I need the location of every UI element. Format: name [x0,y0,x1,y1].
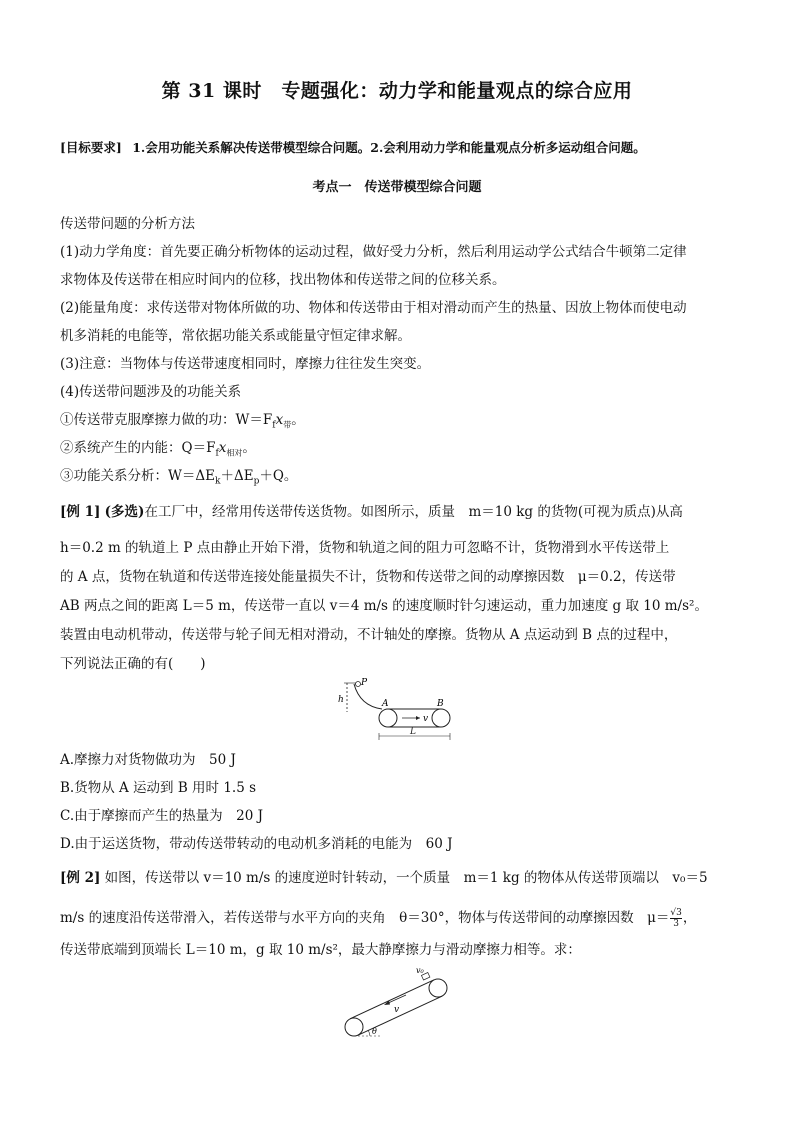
example1-line4: AB 两点之间的距离 L＝5 m，传送带一直以 v＝4 m/s 的速度顺时针匀速运动，重力加速度 g 取 10 m/s²。 [60,598,708,614]
formula-energy: ③功能关系分析：$W=\Delta E_k+\Delta E_p+Q$。 [60,468,298,487]
method-p1b: 求物体及传送带在相应时间内的位移，找出物体和传送带之间的位移关系。 [60,272,506,288]
objective-text: 1.会用功能关系解决传送带模型综合问题。2.会利用动力学和能量观点分析多运动组合问题。 [132,140,646,155]
objective-line [60,138,740,156]
example2-line3: 传送带底端到顶端长 L＝10 m，g 取 10 m/s²，最大静摩擦力与滑动摩擦力相等。求： [60,942,581,958]
method-p2a: (2)能量角度：求传送带对物体所做的功、物体和传送带由于相对滑动而产生的热量、因放上物体而使电动 [60,300,687,316]
label-A: A [382,699,389,709]
example2-label: [例 2] [60,870,101,886]
label-P: P [361,678,368,688]
example2-line2: m/s 的速度沿传送带滑入，若传送带与水平方向的夹角 θ＝30°，物体与传送带间的动摩擦因数 μ＝ $\frac{√3}{3}$ ， [60,908,697,929]
objective-tag: [目标要求] [60,140,122,155]
option-c: C.由于摩擦而产生的热量为 20 J [60,808,264,824]
label-v: v [423,714,429,724]
belt-lower [358,996,442,1035]
example1-label: [例 1] [60,504,101,520]
method-p3: (3)注意：当物体与传送带速度相同时，摩擦力往往发生突变。 [60,356,431,372]
angle-arc [368,1030,370,1036]
label-h: h [338,695,344,705]
formula-heat: ②系统产生的内能：$Q=F_fx_{相对}$。 [60,440,256,459]
example1-line6: 下列说法正确的有( ) [60,656,206,672]
section-heading: 考点一 传送带模型综合问题 [312,180,482,195]
method-p1a: (1)动力学角度：首先要正确分析物体的运动过程，做好受力分析，然后利用运动学公式结合牛顿第二定律 [60,244,687,260]
label-v2: v [394,1005,400,1015]
formula-work: ①传送带克服摩擦力做的功：$W=F_fx_带$。 [60,412,305,431]
ramp-track [354,684,382,709]
pulley-right [432,709,450,727]
conveyor-figure-1 [336,676,460,742]
mu-fraction: $\frac{√3}{3}$ [670,908,682,929]
option-d: D.由于运送货物，带动传送带转动的电动机多消耗的电能为 60 J [60,836,453,852]
label-L: L [410,727,416,737]
option-a: A.摩擦力对货物做功为 50 J [60,752,236,768]
example1-line2: h＝0.2 m 的轨道上 P 点由静止开始下滑，货物和轨道之间的阻力可忽略不计，货物滑到水平传送带上 [60,540,670,556]
example1-line5: 装置由电动机带动，传送带与轮子间无相对滑动，不计轴处的摩擦。货物从 A 点运动到 B 点的过程中， [60,627,678,643]
method-heading: 传送带问题的分析方法 [60,216,195,232]
cargo-point [356,682,361,687]
page-title: 第 31 课时 专题强化：动力学和能量观点的综合应用 [161,80,633,102]
example1-line3: 的 A 点，货物在轨道和传送带连接处能量损失不计，货物和传送带之间的动摩擦因数 μ＝0.2，传送带 [60,569,676,585]
example1-tag: (多选) [104,504,145,520]
pulley-top [429,979,447,997]
pulley-left [379,709,397,727]
example1-line1: [例 1] (多选)在工厂中，经常用传送带传送货物。如图所示，质量 m＝10 kg 的货物(可视为质点)从高 [60,504,683,520]
belt-upper [350,980,434,1019]
conveyor-figure-2 [336,964,460,1046]
label-B: B [437,699,444,709]
option-b: B.货物从 A 运动到 B 用时 1.5 s [60,780,257,796]
pulley-bottom [345,1018,363,1036]
label-v0: v₀ [416,966,424,975]
method-p4: (4)传送带问题涉及的功能关系 [60,384,242,400]
velocity-arrowhead [416,716,420,720]
method-p2b: 机多消耗的电能等，常依据功能关系或能量守恒定律求解。 [60,328,411,344]
label-theta: θ [372,1027,377,1036]
example2-line1: [例 2] 如图，传送带以 v＝10 m/s 的速度逆时针转动，一个质量 m＝1 kg 的物体从传送带顶端以 v₀＝5 [60,870,708,886]
